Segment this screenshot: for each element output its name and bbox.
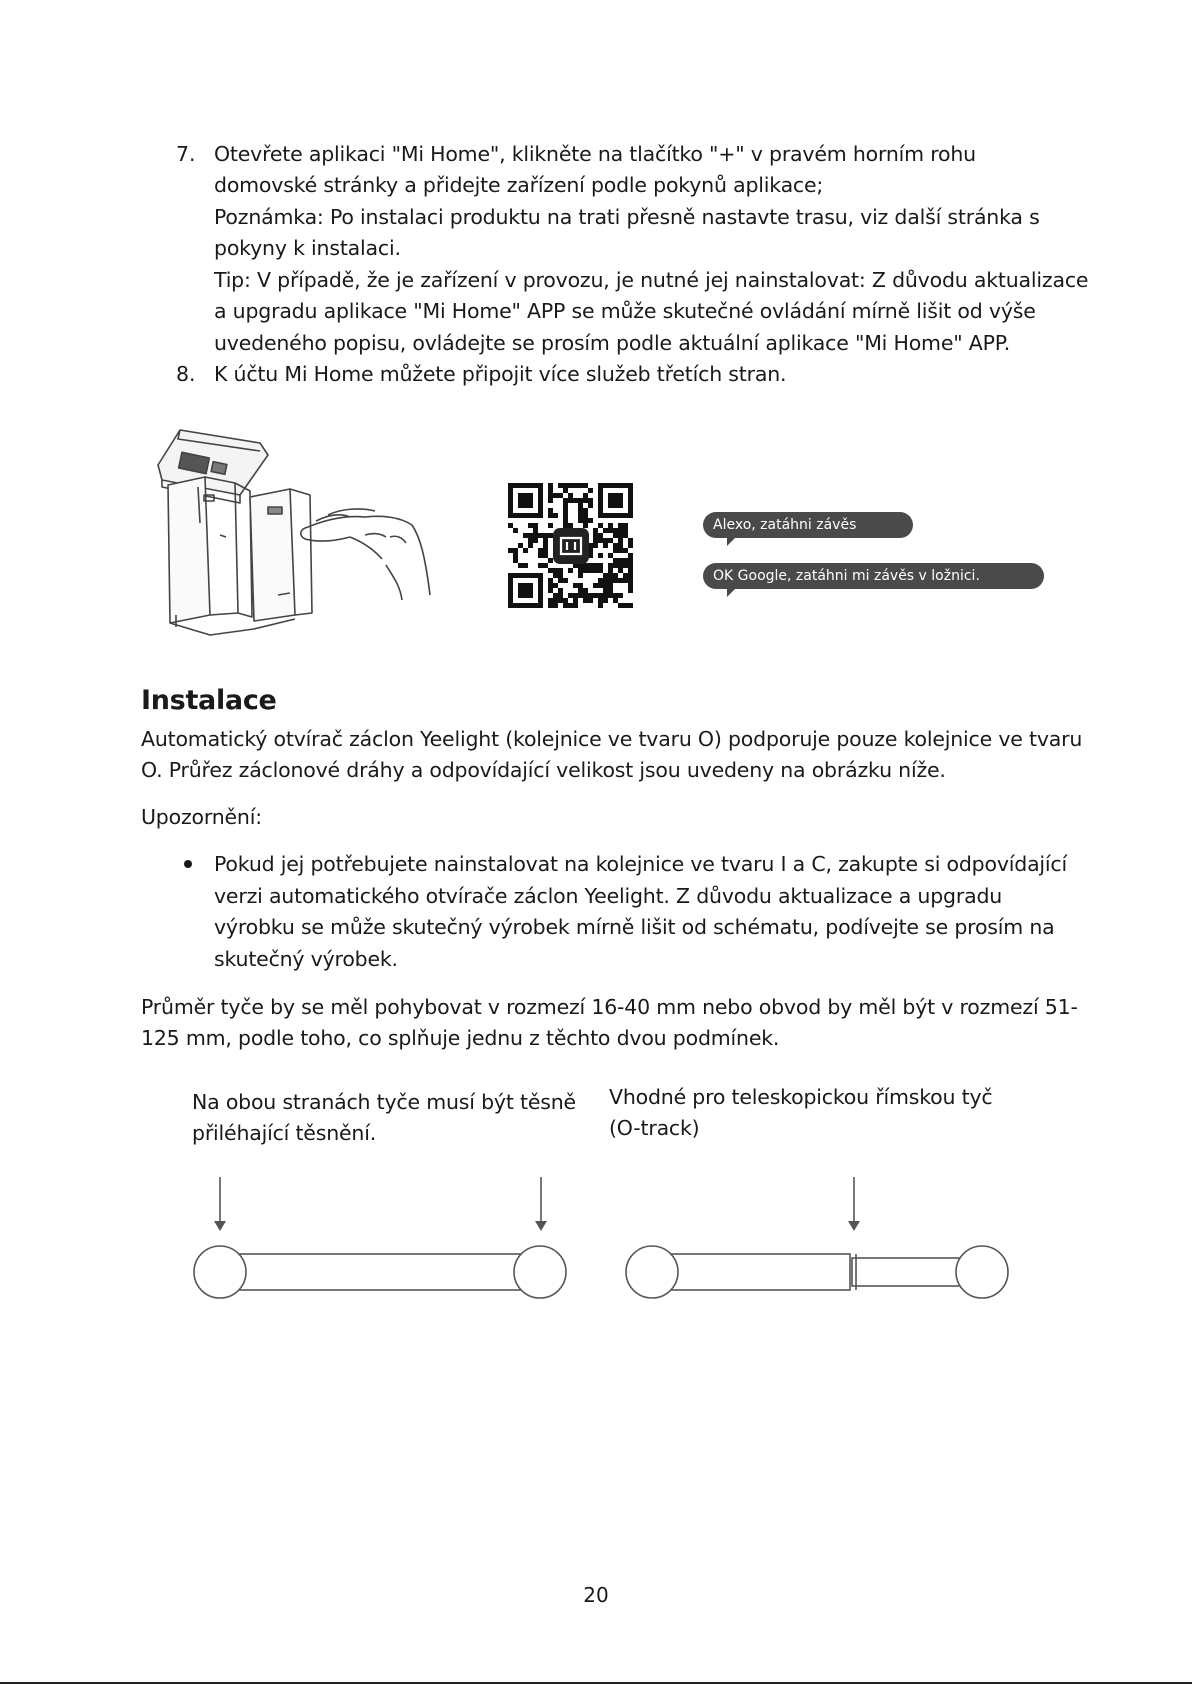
section-heading-instalace: Instalace <box>141 685 277 716</box>
down-arrow-icon <box>848 1221 860 1231</box>
alexa-voice-bubble <box>703 512 913 538</box>
bullet-line-2: verzi automatického otvírače záclon Yeelight. Z důvodu aktualizace a upgradu <box>214 884 1003 908</box>
rod-inner-tube <box>852 1258 972 1286</box>
item7-line-7: uvedeného popisu, ovládejte se prosím podle aktuální aplikace "Mi Home" APP. <box>214 331 1011 355</box>
right-rod-diagram <box>620 1175 1010 1305</box>
item7-tip: Tip: V případě, že je zařízení v provozu, je nutné jej nainstalovat: Z důvodu aktualizace <box>214 268 1089 292</box>
mi-home-logo-icon <box>553 528 589 564</box>
list-number-7: 7. <box>176 142 196 166</box>
bottom-border <box>0 1682 1192 1684</box>
item7-line-6: a upgradu aplikace "Mi Home" APP se může skutečné ovládání mírně lišit od výše <box>214 299 1036 323</box>
bullet-line-4: skutečný výrobek. <box>214 947 398 971</box>
rod-end-ball <box>194 1246 246 1298</box>
bubble-tail <box>727 589 735 597</box>
left-rod-caption-1: Na obou stranách tyče musí být těsně <box>192 1090 576 1114</box>
rod-end-ball <box>514 1246 566 1298</box>
rod-end-ball <box>626 1246 678 1298</box>
item7-note: Poznámka: Po instalaci produktu na trati přesně nastavte trasu, viz další stránka s <box>214 205 1040 229</box>
bullet-line-3: výrobku se může skutečný výrobek mírně lišit od schématu, podívejte se prosím na <box>214 915 1055 939</box>
google-voice-text: OK Google, zatáhni mi závěs v ložnici. <box>713 568 980 584</box>
down-arrow-icon <box>214 1221 226 1231</box>
item7-line-1: Otevřete aplikaci "Mi Home", klikněte na tlačítko "+" v pravém horním rohu <box>214 142 976 166</box>
rod-bar <box>240 1254 520 1290</box>
item8-line-1: K účtu Mi Home můžete připojit více služeb třetích stran. <box>214 362 787 386</box>
left-rod-diagram <box>190 1175 570 1305</box>
rod-end-ball <box>956 1246 1008 1298</box>
bullet-line-1: Pokud jej potřebujete nainstalovat na kolejnice ve tvaru I a C, zakupte si odpovídající <box>214 852 1067 876</box>
diameter-line-1: Průměr tyče by se měl pohybovat v rozmezí 16-40 mm nebo obvod by měl být v rozmezí 51- <box>141 995 1078 1019</box>
item7-line-4: pokyny k instalaci. <box>214 236 401 260</box>
warning-label: Upozornění: <box>141 805 262 829</box>
list-number-8: 8. <box>176 362 196 386</box>
bubble-tail <box>727 538 735 546</box>
intro-line-2: O. Průřez záclonové dráhy a odpovídající velikost jsou uvedeny na obrázku níže. <box>141 758 946 782</box>
down-arrow-icon <box>535 1221 547 1231</box>
item7-line-2: domovské stránky a přidejte zařízení podle pokynů aplikace; <box>214 173 824 197</box>
bullet-dot <box>184 860 192 868</box>
right-rod-caption-2: (O-track) <box>609 1116 700 1140</box>
left-rod-caption-2: přiléhající těsnění. <box>192 1121 377 1145</box>
page-number: 20 <box>583 1583 609 1607</box>
curtain-motor-hand-illustration <box>150 425 440 640</box>
right-rod-caption-1: Vhodné pro teleskopickou římskou tyč <box>609 1085 993 1109</box>
intro-line-1: Automatický otvírač záclon Yeelight (kolejnice ve tvaru O) podporuje pouze kolejnice ve tvaru <box>141 727 1083 751</box>
google-voice-bubble <box>703 563 1044 589</box>
rod-outer-tube <box>658 1254 850 1290</box>
alexa-voice-text: Alexo, zatáhni závěs <box>713 517 857 533</box>
diameter-line-2: 125 mm, podle toho, co splňuje jednu z těchto dvou podmínek. <box>141 1026 780 1050</box>
qr-code <box>505 481 637 611</box>
